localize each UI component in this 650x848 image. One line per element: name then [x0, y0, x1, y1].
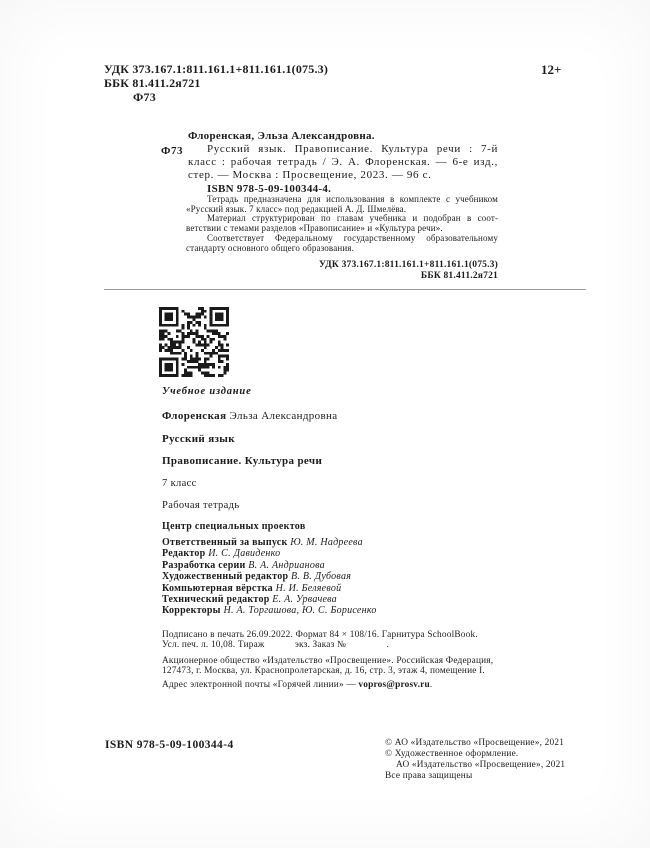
- credit-row: Технический редактор Е. А. Урвачева: [162, 594, 337, 606]
- staff-credits-list: [162, 537, 377, 617]
- edition-author-surname: Флоренская: [162, 410, 227, 422]
- copyright-line: © АО «Издательство «Просвещение», 2021: [385, 738, 565, 748]
- print-info-line: Усл. печ. л. 10,08. Тираж экз. Заказ № .: [162, 640, 390, 650]
- publisher-line: Акционерное общество «Издательство «Просвещение». Российская Федерация,: [162, 656, 494, 666]
- copyright-line: Все права защищены: [385, 771, 473, 781]
- annotation-paragraph: Соответствует Федеральному государственному образовательному стандарту основного общего образования.: [186, 232, 498, 253]
- hotline-email: vopros@prosv.ru: [358, 680, 430, 690]
- credit-row: Корректоры Н. А. Торгашова, Ю. С. Борисенко: [162, 605, 377, 617]
- udk-code-repeat: УДК 373.167.1:811.161.1+811.161.1(075.3): [318, 260, 498, 271]
- publisher-address: [162, 656, 493, 676]
- edition-subtitle: Рабочая тетрадь: [162, 500, 240, 511]
- qr-code: [159, 307, 229, 377]
- credit-row: Ответственный за выпуск Ю. М. Надреева: [162, 537, 363, 548]
- annotation-paragraph: Материал структурирован по главам учебника и подобран в соответствии с темами разделов «Правописание» и «Культура речи».: [186, 213, 498, 234]
- author-sign-code: Ф73: [133, 90, 156, 104]
- copyright-line: АО «Издательство «Просвещение», 2021: [396, 760, 566, 770]
- biblio-author: Флоренская, Эльза Александровна.: [188, 130, 375, 142]
- edition-department: Центр специальных проектов: [162, 521, 306, 532]
- copyright-line: © Художественное оформление.: [385, 749, 519, 759]
- top-classification-block: [104, 62, 328, 104]
- annotation-block: [186, 195, 498, 281]
- bbk-code: ББК 81.411.2я721: [104, 76, 201, 90]
- credit-row: Компьютерная вёрстка Н. И. Беляевой: [162, 582, 342, 594]
- udk-code: УДК 373.167.1:811.161.1+811.161.1(075.3): [104, 62, 329, 76]
- footer-isbn: ISBN 978-5-09-100344-4: [105, 739, 234, 751]
- copyright-block: [385, 738, 565, 782]
- biblio-author-sign: Ф73: [161, 145, 183, 157]
- print-info-line: Подписано в печать 26.09.2022. Формат 84 × 108/16. Гарнитура SchoolBook.: [162, 630, 478, 640]
- edition-kind-label: Учебное издание: [162, 386, 252, 397]
- horizontal-divider: [104, 289, 586, 290]
- publisher-line: 127473, г. Москва, ул. Краснопролетарская, д. 16, стр. 3, этаж 4, помещение I.: [162, 666, 485, 676]
- bbk-code-repeat: ББК 81.411.2я721: [420, 270, 498, 281]
- edition-author-name: Эльза Александровна: [226, 410, 338, 422]
- credit-row: Редактор И. С. Давиденко: [162, 548, 281, 560]
- biblio-description: Русский язык. Правописание. Культура речи : 7-й класс : рабочая тетрадь / Э. А. Флоренская. — 6-е изд., стер. — Москва : Просвещение, 2023. — 96 с.: [188, 143, 498, 181]
- classification-codes-right: [186, 260, 498, 281]
- print-run-info: [162, 630, 478, 650]
- edition-author: [162, 410, 338, 422]
- edition-grade: 7 класс: [162, 478, 197, 489]
- age-rating-badge: 12+: [541, 62, 562, 77]
- credit-row: Разработка серии В. А. Андрианова: [162, 559, 325, 571]
- edition-series-title: Русский язык: [162, 433, 235, 445]
- edition-book-title: Правописание. Культура речи: [162, 455, 323, 467]
- biblio-isbn: ISBN 978-5-09-100344-4.: [207, 183, 332, 195]
- credit-row: Художественный редактор В. В. Дубовая: [162, 571, 352, 583]
- hotline-email-line: Адрес электронной почты «Горячей линии» — vopros@prosv.ru.: [162, 680, 433, 690]
- bibliographic-entry: [161, 130, 506, 196]
- annotation-paragraph: Тетрадь предназначена для использования в комплекте с учебником «Русский язык. 7 класс» под редакцией А. Д. Шмелёва.: [186, 194, 498, 214]
